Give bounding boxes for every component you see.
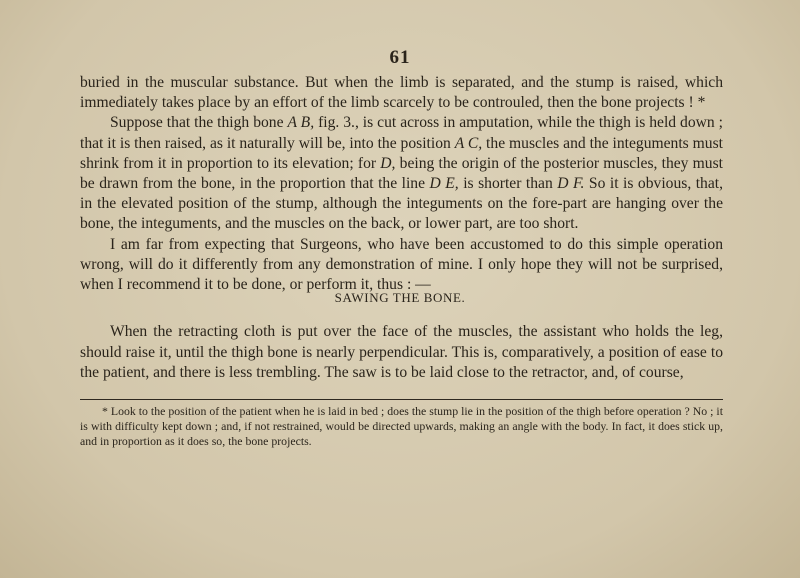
paragraph-1-text: buried in the muscular substance. But when the limb is separated, and the stump is raised, which immediately takes place by an effort of the limb scarcely to be controuled, then the bone projects ! * bbox=[80, 74, 723, 112]
paragraph-1 bbox=[80, 73, 723, 113]
footnote-divider bbox=[80, 399, 723, 400]
section-text bbox=[80, 322, 723, 384]
label-ac: A C, bbox=[454, 134, 483, 152]
paragraph-2-text-5: is shorter than bbox=[458, 175, 558, 193]
paragraph-2-text-3: the muscles and the integuments must shrink from it in proportion to its elevation; for bbox=[80, 134, 723, 172]
section-heading: SAWING THE BONE. bbox=[334, 290, 466, 305]
footnote-text: * Look to the position of the patient when he is laid in bed ; does the stump lie in the position of the thigh before operation ? No ; it is with difficulty kept down ; and, if not restrained, would be directed upwards, making an angle with the body. In fact, it does stick up, and in proportion as it does so, the bone projects. bbox=[80, 404, 723, 449]
paragraph-2-text-1: Suppose that the thigh bone bbox=[110, 114, 288, 132]
paragraph-2-text-6: So it is obvious, that, in the elevated position of the stump, although the integuments on the fore-part are hanging over the bone, the integuments, and the muscles on the back, or lower part, are too short. bbox=[80, 175, 723, 233]
footnote bbox=[80, 404, 723, 450]
paragraph-3-text: I am far from expecting that Surgeons, who have been accustomed to do this simple operation wrong, will do it differently from any demonstration of mine. I only hope they will not be surprised, when I recommend it to be done, or perform it, thus : — bbox=[80, 235, 723, 294]
label-d: D, bbox=[380, 154, 396, 172]
paragraph-2-text-2: fig. 3., is cut across in amputation, while the thigh is held down ; that it is then raised, as it naturally will be, into the position bbox=[80, 114, 723, 152]
main-text bbox=[80, 73, 723, 295]
paragraph-4 bbox=[80, 322, 723, 384]
paragraph-2-text-4: being the origin of the posterior muscles, they must be drawn from the bone, in the proportion that the line bbox=[80, 154, 723, 193]
label-df: D F. bbox=[557, 175, 585, 193]
paragraph-4-text: When the retracting cloth is put over the face of the muscles, the assistant who holds the leg, should raise it, until the thigh bone is nearly perpendicular. This is, comparatively, a position of ease to the patient, and there is less trembling. The saw is to be laid close to the retractor, and, of course, bbox=[80, 323, 723, 381]
page-number: 61 bbox=[389, 47, 411, 68]
label-de: D E, bbox=[429, 175, 459, 193]
label-ab: A B, bbox=[287, 114, 315, 132]
paragraph-2 bbox=[80, 113, 723, 234]
paragraph-3 bbox=[80, 235, 723, 296]
